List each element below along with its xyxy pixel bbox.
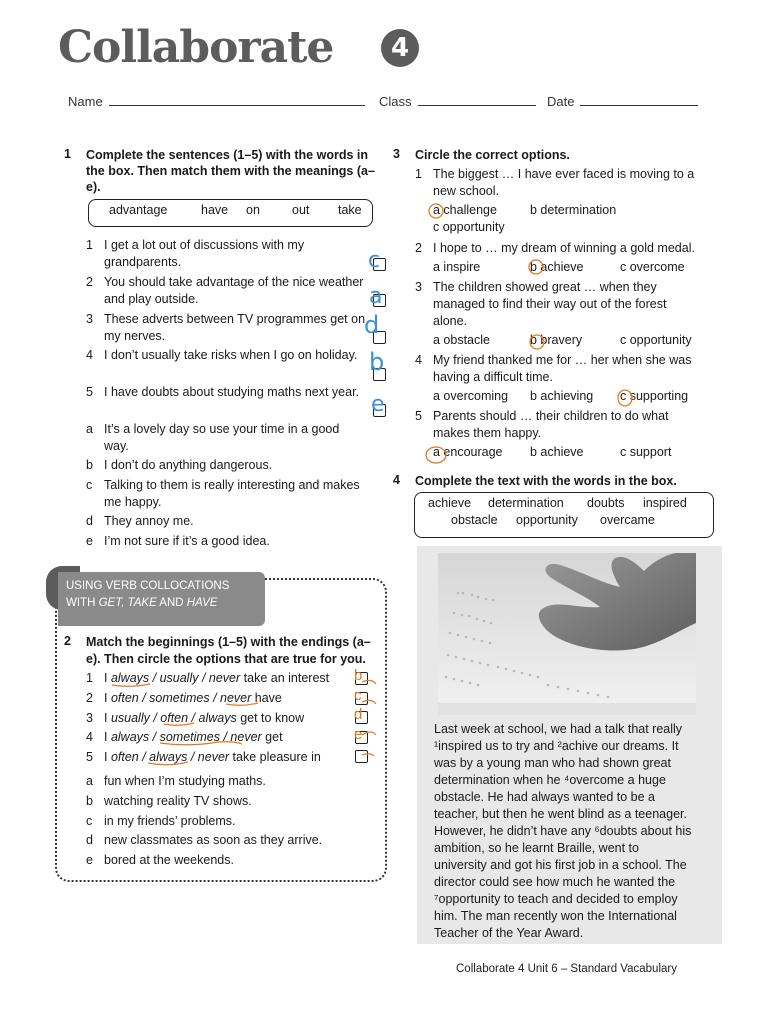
ex2-ending: a fun when I’m studying maths.: [86, 774, 266, 788]
ex4-word-box: [414, 492, 714, 538]
word-box-item: inspired: [643, 496, 687, 510]
handwritten-answer: e: [354, 726, 363, 743]
ex2-ending: b watching reality TV shows.: [86, 794, 252, 808]
word-box-item: doubts: [587, 496, 625, 510]
circle-mark: [426, 447, 446, 463]
underline-mark: [164, 723, 194, 725]
ex1-sentence: 3 These adverts between TV programmes get on my nerves.: [86, 312, 366, 343]
option-a[interactable]: a obstacle: [433, 333, 490, 347]
ex1-title: Complete the sentences (1–5) with the words in the box. Then match them with the meanings (a–e).: [86, 148, 375, 194]
ex2-beginning: 1 I always / usually / never take an interest: [86, 671, 330, 685]
article-line: teacher, but then he went blind as a teenager.: [434, 807, 687, 821]
ex2-beginning: 2 I often / sometimes / never have: [86, 691, 282, 705]
ex1-sentence: 2 You should take advantage of the nice weather and play outside.: [86, 275, 364, 306]
ex1-meaning: c Talking to them is really interesting and makes me happy.: [86, 478, 360, 509]
handwritten-answer: b: [354, 667, 363, 684]
circle-mark: [429, 204, 443, 218]
ex1-meaning: a It’s a lovely day so use your time in a good way.: [86, 422, 340, 453]
circle-mark: [618, 390, 632, 406]
ex4-title: Complete the text with the words in the box.: [415, 474, 677, 488]
option-c[interactable]: c overcome: [620, 260, 685, 274]
article-line: him. The man recently won the International: [434, 909, 677, 923]
article-line: Last week at school, we had a talk that really: [434, 722, 683, 736]
article-line: ambition, so he learnt Braille, went to: [434, 841, 639, 855]
option-b[interactable]: b bravery: [530, 333, 583, 347]
ex2-title: Match the beginnings (1–5) with the endings (a–e). Then circle the options that are true for you.: [86, 635, 371, 666]
circle-mark: [530, 335, 544, 349]
article-text: [434, 721, 712, 942]
ex2-beginning: 3 I usually / often / always get to know: [86, 711, 305, 725]
article-line: determination when he ⁴overcome a huge: [434, 773, 666, 787]
ex3-question: 4 My friend thanked me for … her when she was having a difficult time.: [415, 353, 692, 384]
option-a[interactable]: a challenge: [433, 203, 497, 217]
date-field[interactable]: [547, 93, 698, 109]
handwritten-answer: a: [369, 284, 383, 309]
ex3-question: 1 The biggest … I have ever faced is moving to a new school.: [415, 167, 695, 198]
tick-mark: [362, 700, 376, 704]
class-line[interactable]: [418, 93, 536, 106]
date-line[interactable]: [580, 93, 698, 106]
tick-mark: [362, 754, 374, 756]
option-a[interactable]: a inspire: [433, 260, 481, 274]
article-line: director could see how much he wanted the: [434, 875, 676, 889]
handwritten-answer: b: [369, 348, 385, 376]
option-a[interactable]: a encourage: [433, 445, 503, 459]
article-line: Teacher of the Year Award.: [434, 926, 584, 940]
article-line: obstacle. He had always wanted to be a: [434, 790, 655, 804]
article-line: However, he didn’t have any ⁶doubts about his: [434, 824, 692, 838]
option-b[interactable]: b achieving: [530, 389, 594, 403]
ex1-meaning: b I don’t do anything dangerous.: [86, 458, 273, 472]
logo-number-badge: 4: [381, 29, 419, 67]
underline-mark: [112, 684, 150, 686]
handwritten-marks: [100, 664, 380, 776]
option-a[interactable]: a overcoming: [433, 389, 509, 403]
ex3-number: 3: [393, 147, 400, 161]
ex2-beginning: 4 I always / sometimes / never get: [86, 730, 283, 744]
option-b[interactable]: b achieve: [530, 260, 584, 274]
option-c[interactable]: c opportunity: [433, 220, 505, 234]
ex2-ending: e bored at the weekends.: [86, 853, 234, 867]
grammar-tab-line1: USING VERB COLLOCATIONS: [66, 580, 230, 592]
class-field[interactable]: [379, 93, 536, 109]
ex4-number: 4: [393, 473, 400, 487]
ex1-sentence: 1 I get a lot out of discussions with my grandparents.: [86, 238, 305, 269]
word-box-item: have: [201, 203, 229, 217]
ex1-sentence: 5 I have doubts about studying maths next year.: [86, 385, 360, 399]
handwritten-circles: [420, 198, 640, 468]
grammar-tab: [58, 572, 265, 626]
word-box-item: on: [246, 203, 260, 217]
ex2-ending: d new classmates as soon as they arrive.: [86, 833, 323, 847]
braille-hand-photo: [438, 553, 696, 715]
word-box-item: advantage: [109, 203, 168, 217]
ex3-title: Circle the correct options.: [415, 148, 570, 162]
class-label: Class: [379, 94, 412, 109]
ex2-beginning: 5 I often / always / never take pleasure in: [86, 750, 321, 764]
ex2-ending: c in my friends’ problems.: [86, 814, 236, 828]
ex3-question: 2 I hope to … my dream of winning a gold medal.: [415, 241, 695, 255]
handwritten-answer: c: [354, 687, 362, 704]
underline-mark: [226, 703, 258, 705]
word-box-item: obstacle: [451, 513, 498, 527]
tick-mark: [362, 732, 376, 735]
ex3-question: 5 Parents should … their children to do what makes them happy.: [415, 409, 669, 440]
name-label: Name: [68, 94, 103, 109]
article-line: university and got his first job in a school. The: [434, 858, 687, 872]
option-c[interactable]: c opportunity: [620, 333, 692, 347]
grammar-tab-line2: WITH GET, TAKE AND HAVE: [66, 597, 218, 609]
article-line: ¹inspired us to try and ²achive our dreams. It: [434, 739, 679, 753]
ex1-sentence: 4 I don’t usually take risks when I go on holiday.: [86, 348, 358, 362]
word-box-item: out: [292, 203, 310, 217]
name-field[interactable]: [68, 93, 365, 109]
underline-mark: [148, 762, 188, 765]
article-line: ⁷opportunity to teach and decided to employ: [434, 892, 678, 906]
word-box-item: take: [338, 203, 362, 217]
handwritten-answer: d: [354, 706, 363, 723]
handwritten-answer: c: [368, 248, 381, 273]
underline-mark: [160, 742, 242, 745]
ex1-meaning: d They annoy me.: [86, 514, 194, 528]
handwritten-answer: e: [371, 392, 385, 417]
word-box-item: determination: [488, 496, 564, 510]
tick-mark: [362, 680, 376, 684]
circle-mark: [529, 260, 543, 274]
option-b[interactable]: b determination: [530, 203, 617, 217]
word-box-item: overcame: [600, 513, 655, 527]
handwritten-answer: d: [364, 311, 380, 339]
ex1-word-box: [88, 199, 373, 227]
logo: Collaborate: [58, 22, 334, 73]
page-footer: Collaborate 4 Unit 6 – Standard Vacabulary: [456, 963, 677, 975]
ex1-meaning: e I’m not sure if it’s a good idea.: [86, 534, 270, 548]
option-c[interactable]: c support: [620, 445, 672, 459]
article-line: was by a young man who had shown great: [434, 756, 671, 770]
option-c[interactable]: c supporting: [620, 389, 689, 403]
date-label: Date: [547, 94, 575, 109]
word-box-item: achieve: [428, 496, 472, 510]
ex3-question: 3 The children showed great … when they managed to find their way out of the forest alone.: [415, 280, 667, 328]
option-b[interactable]: b achieve: [530, 445, 584, 459]
word-box-item: opportunity: [516, 513, 578, 527]
ex2-number: 2: [64, 634, 71, 648]
name-line[interactable]: [109, 93, 365, 106]
ex1-number: 1: [64, 147, 71, 161]
